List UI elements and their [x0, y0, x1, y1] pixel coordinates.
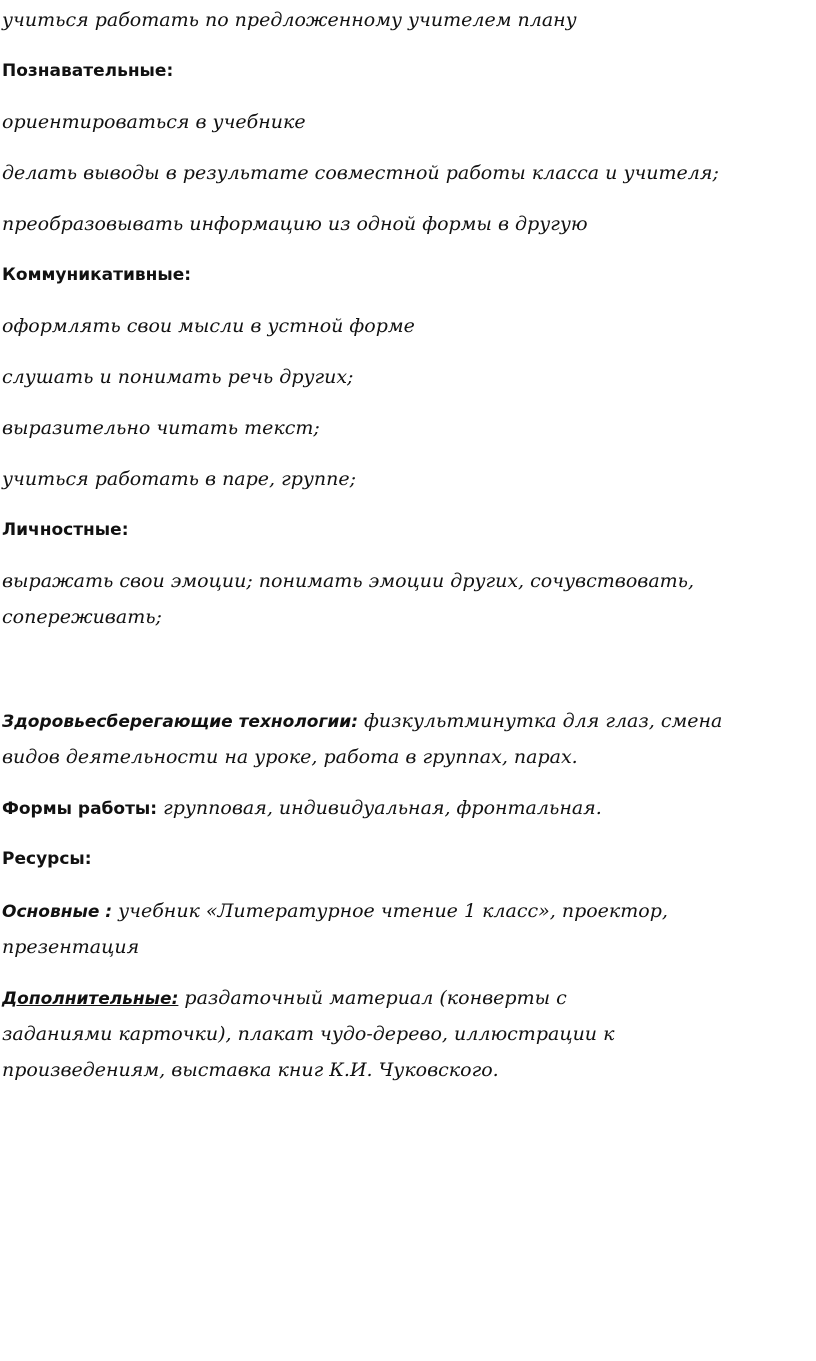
resources-extra-text-1: раздаточный материал (конверты с — [178, 987, 567, 1009]
resources-main-line-1 — [2, 893, 796, 930]
health-text-line-1: физкультминутка для глаз, смена — [358, 710, 723, 732]
resources-extra-text-3: произведениям, выставка книг К.И. Чуковского. — [2, 1059, 499, 1081]
personal-heading: Личностные: — [2, 520, 129, 540]
health-label: Здоровьесберегающие технологии: — [2, 712, 358, 732]
health-text-line-2: видов деятельности на уроке, работа в группах, парах. — [2, 746, 578, 768]
personal-text-line-2: сопереживать; — [2, 606, 162, 628]
cognitive-item-2: делать выводы в результате совместной работы класса и учителя; — [2, 162, 719, 184]
personal-text-line-1: выражать свои эмоции; понимать эмоции других, сочувствовать, — [2, 570, 695, 592]
communicative-item-4: учиться работать в паре, группе; — [2, 468, 357, 490]
communicative-item-3: выразительно читать текст; — [2, 417, 320, 439]
health-paragraph-line-1 — [2, 703, 796, 740]
resources-heading: Ресурсы: — [2, 849, 92, 869]
forms-text: групповая, индивидуальная, фронтальная. — [157, 797, 602, 819]
cognitive-item-3: преобразовывать информацию из одной формы в другую — [2, 213, 588, 235]
resources-extra-text-2: заданиями карточки), плакат чудо-дерево, иллюстрации к — [2, 1023, 615, 1045]
resources-main-text-1: учебник «Литературное чтение 1 класс», проектор, — [112, 900, 668, 922]
communicative-item-1: оформлять свои мысли в устной форме — [2, 315, 415, 337]
communicative-heading: Коммуникативные: — [2, 265, 192, 285]
forms-label: Формы работы: — [2, 799, 158, 819]
cognitive-item-1: ориентироваться в учебнике — [2, 111, 306, 133]
cognitive-heading: Познавательные: — [2, 61, 174, 81]
communicative-item-2: слушать и понимать речь других; — [2, 366, 354, 388]
regulatory-item-last: учиться работать по предложенному учителем плану — [2, 9, 577, 31]
resources-main-text-2: презентация — [2, 936, 140, 958]
resources-extra-line-1 — [2, 980, 796, 1017]
forms-paragraph — [2, 790, 796, 827]
resources-extra-label: Дополнительные: — [2, 989, 179, 1009]
resources-main-label: Основные : — [2, 902, 113, 922]
